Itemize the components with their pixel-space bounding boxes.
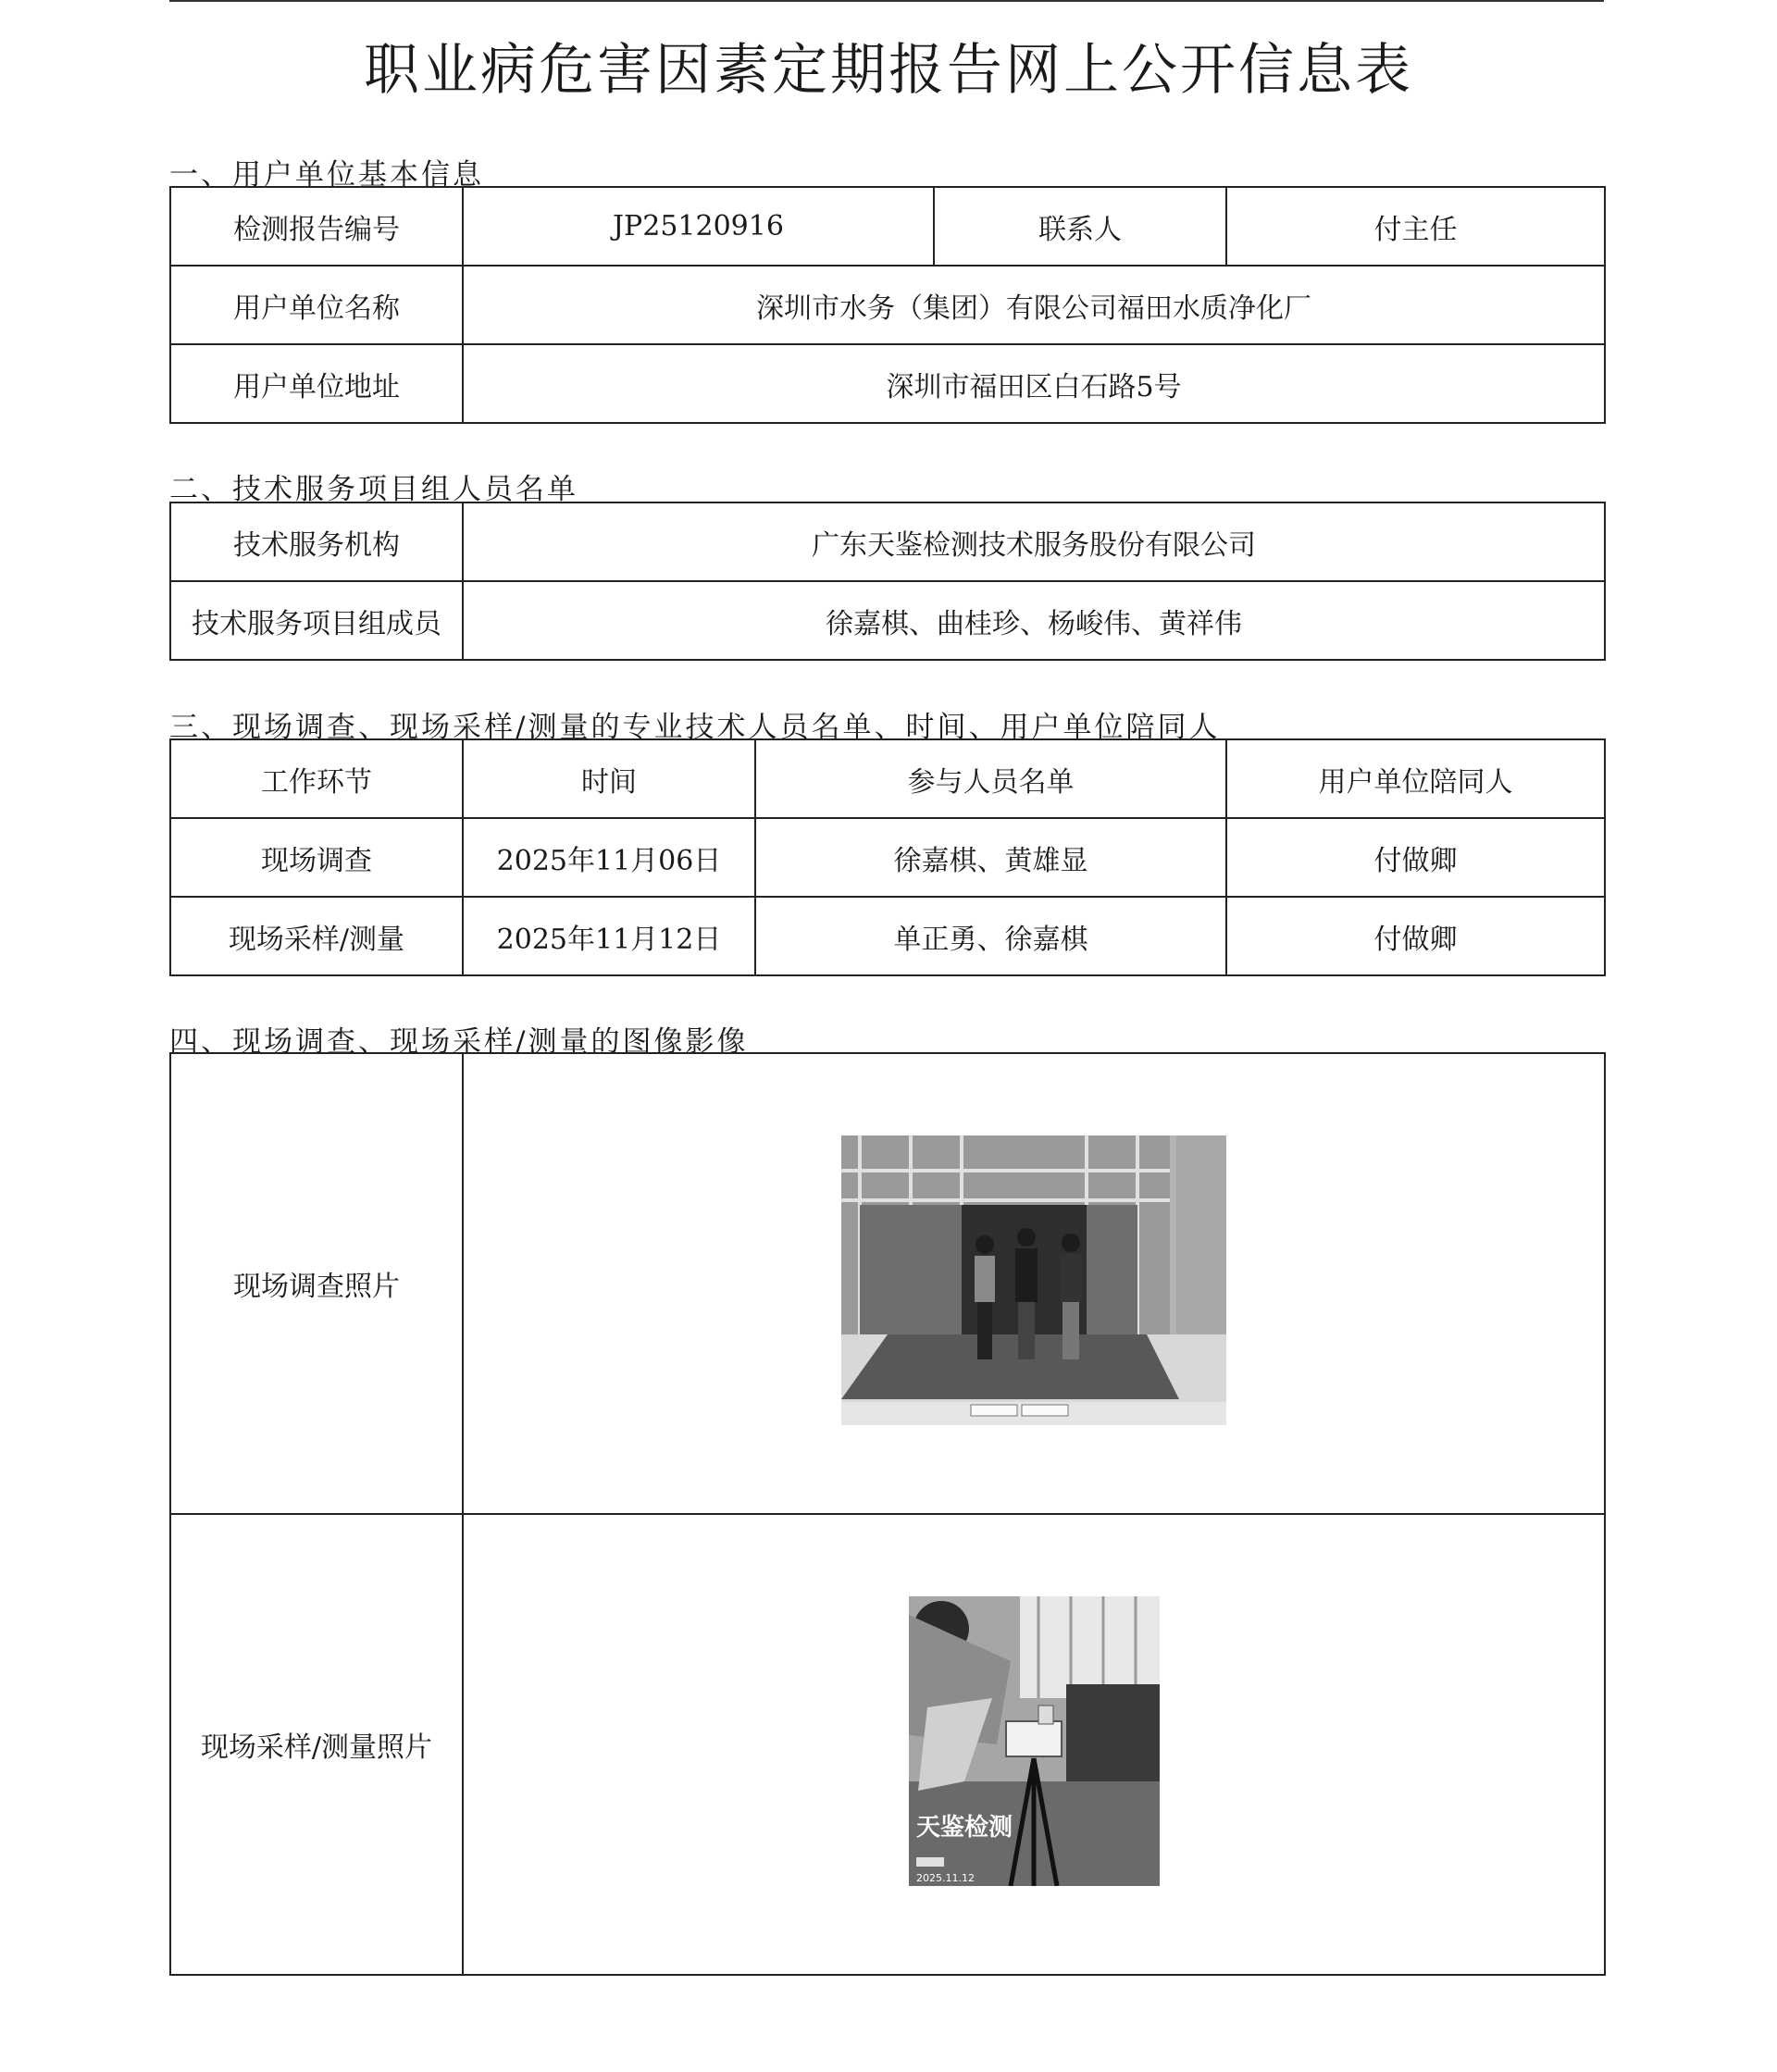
basic-info-table bbox=[169, 186, 1606, 424]
table-header-row bbox=[170, 739, 1605, 818]
photos-table bbox=[169, 1052, 1606, 1976]
photo-watermark: 天鉴检测 bbox=[915, 1813, 1013, 1842]
row-stage: 现场调查 bbox=[170, 818, 463, 897]
header-stage: 工作环节 bbox=[170, 739, 463, 818]
top-rule bbox=[169, 0, 1604, 2]
row-escort: 付做卿 bbox=[1226, 818, 1605, 897]
table-row bbox=[170, 818, 1605, 897]
table-row bbox=[170, 502, 1605, 581]
org-value: 广东天鉴检测技术服务股份有限公司 bbox=[463, 502, 1605, 581]
header-participants: 参与人员名单 bbox=[755, 739, 1226, 818]
header-escort: 用户单位陪同人 bbox=[1226, 739, 1605, 818]
photo-date: 2025.11.12 bbox=[915, 1871, 975, 1884]
org-label: 技术服务机构 bbox=[170, 502, 463, 581]
table-row bbox=[170, 266, 1605, 344]
table-row bbox=[170, 344, 1605, 423]
contact-label: 联系人 bbox=[934, 187, 1226, 266]
survey-photo bbox=[841, 1135, 1226, 1425]
contact-value: 付主任 bbox=[1226, 187, 1605, 266]
survey-photo-label: 现场调查照片 bbox=[170, 1053, 463, 1514]
report-no-label: 检测报告编号 bbox=[170, 187, 463, 266]
tech-team-table bbox=[169, 502, 1606, 661]
row-participants: 徐嘉棋、黄雄显 bbox=[755, 818, 1226, 897]
unit-name-label: 用户单位名称 bbox=[170, 266, 463, 344]
table-row bbox=[170, 581, 1605, 660]
members-value: 徐嘉棋、曲桂珍、杨峻伟、黄祥伟 bbox=[463, 581, 1605, 660]
table-row bbox=[170, 1514, 1605, 1975]
row-time: 2025年11月06日 bbox=[463, 818, 755, 897]
unit-addr-value: 深圳市福田区白石路5号 bbox=[463, 344, 1605, 423]
report-no-value: JP25120916 bbox=[463, 187, 934, 266]
section2-heading: 二、技术服务项目组人员名单 bbox=[169, 473, 578, 506]
row-stage: 现场采样/测量 bbox=[170, 897, 463, 975]
unit-name-value: 深圳市水务（集团）有限公司福田水质净化厂 bbox=[463, 266, 1605, 344]
page-title: 职业病危害因素定期报告网上公开信息表 bbox=[364, 38, 1413, 103]
row-time: 2025年11月12日 bbox=[463, 897, 755, 975]
section1-heading: 一、用户单位基本信息 bbox=[169, 158, 484, 192]
row-escort: 付做卿 bbox=[1226, 897, 1605, 975]
sampling-photo bbox=[909, 1596, 1160, 1886]
row-participants: 单正勇、徐嘉棋 bbox=[755, 897, 1226, 975]
table-row bbox=[170, 1053, 1605, 1514]
unit-addr-label: 用户单位地址 bbox=[170, 344, 463, 423]
header-time: 时间 bbox=[463, 739, 755, 818]
table-row bbox=[170, 897, 1605, 975]
table-row bbox=[170, 187, 1605, 266]
section4-heading: 四、现场调查、现场采样/测量的图像影像 bbox=[169, 1025, 749, 1059]
survey-photo-cell bbox=[463, 1053, 1605, 1514]
section3-heading: 三、现场调查、现场采样/测量的专业技术人员名单、时间、用户单位陪同人 bbox=[169, 711, 1221, 744]
sampling-photo-cell bbox=[463, 1514, 1605, 1975]
sampling-photo-label: 现场采样/测量照片 bbox=[170, 1514, 463, 1975]
members-label: 技术服务项目组成员 bbox=[170, 581, 463, 660]
field-work-table bbox=[169, 738, 1606, 976]
